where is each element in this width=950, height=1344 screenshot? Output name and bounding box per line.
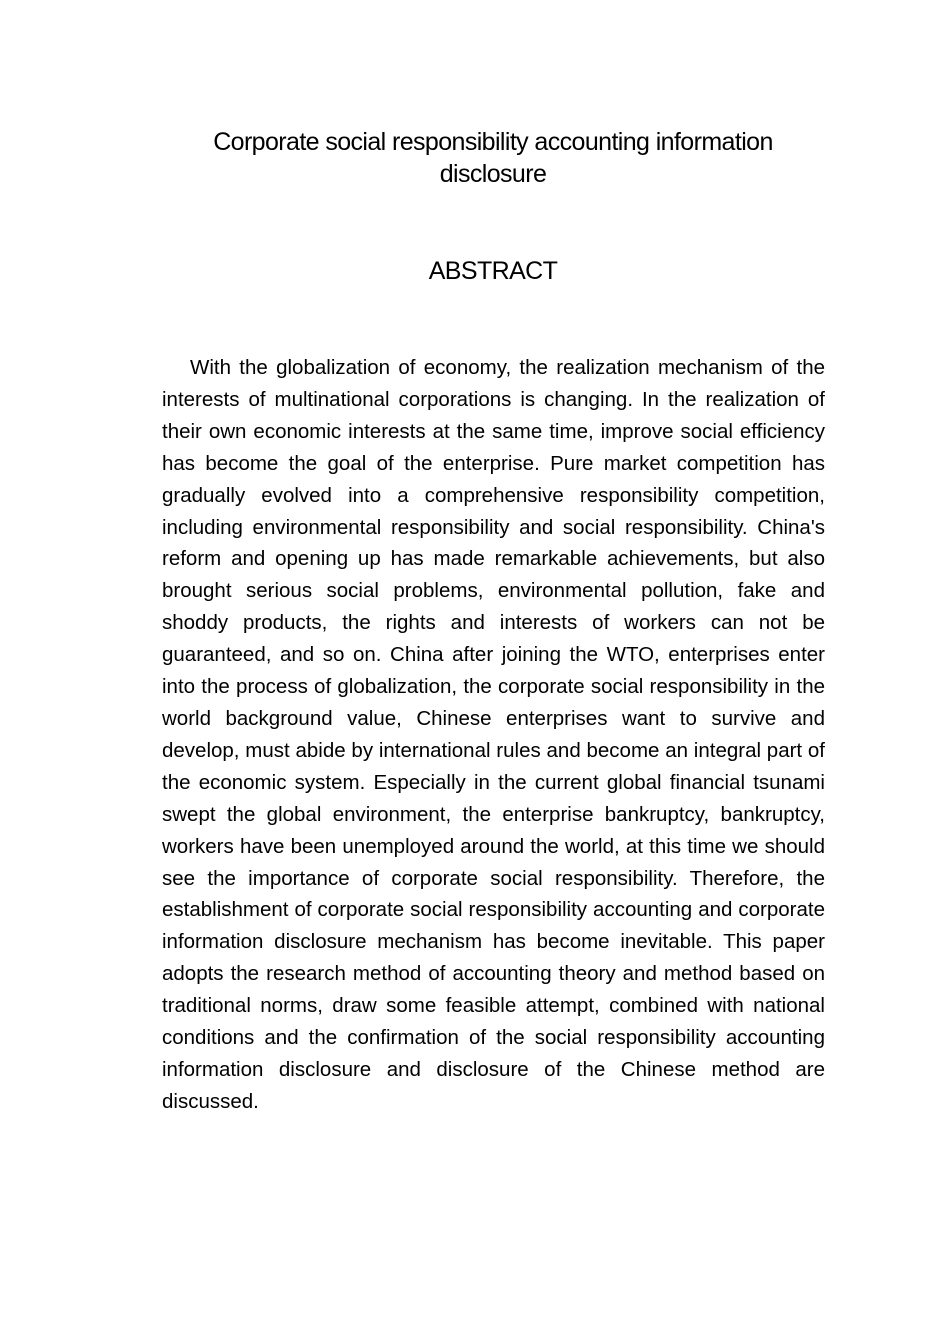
abstract-heading: ABSTRACT xyxy=(428,257,558,285)
document-title: Corporate social responsibility accounting information disclosure xyxy=(213,128,773,188)
abstract-paragraph: With the globalization of economy, the realization mechanism of the interests of multinational corporations is changing. In the realization of their own economic interests at the same time, improve social efficiency has become the goal of the enterprise. Pure market competition has gradually evolved into a comprehensive responsibility competition, including environmental responsibility and social responsibility. China's reform and opening up has made remarkable achievements, but also brought serious social problems, environmental pollution, fake and shoddy products, the rights and interests of workers can not be guaranteed, and so on. China after joining the WTO, enterprises enter into the process of globalization, the corporate social responsibility in the world background value, Chinese enterprises want to survive and develop, must abide by international rules and become an integral part of the economic system. Especially in the current global financial tsunami swept the global environment, the enterprise bankruptcy, bankruptcy, workers have been unemployed around the world, at this time we should see the importance of corporate social responsibility. Therefore, the establishment of corporate social responsibility accounting and corporate information disclosure mechanism has become inevitable. This paper adopts the research method of accounting theory and method based on traditional norms, draw some feasible attempt, combined with national conditions and the confirmation of the social responsibility accounting information disclosure and disclosure of the Chinese method are discussed. xyxy=(162,356,825,1113)
